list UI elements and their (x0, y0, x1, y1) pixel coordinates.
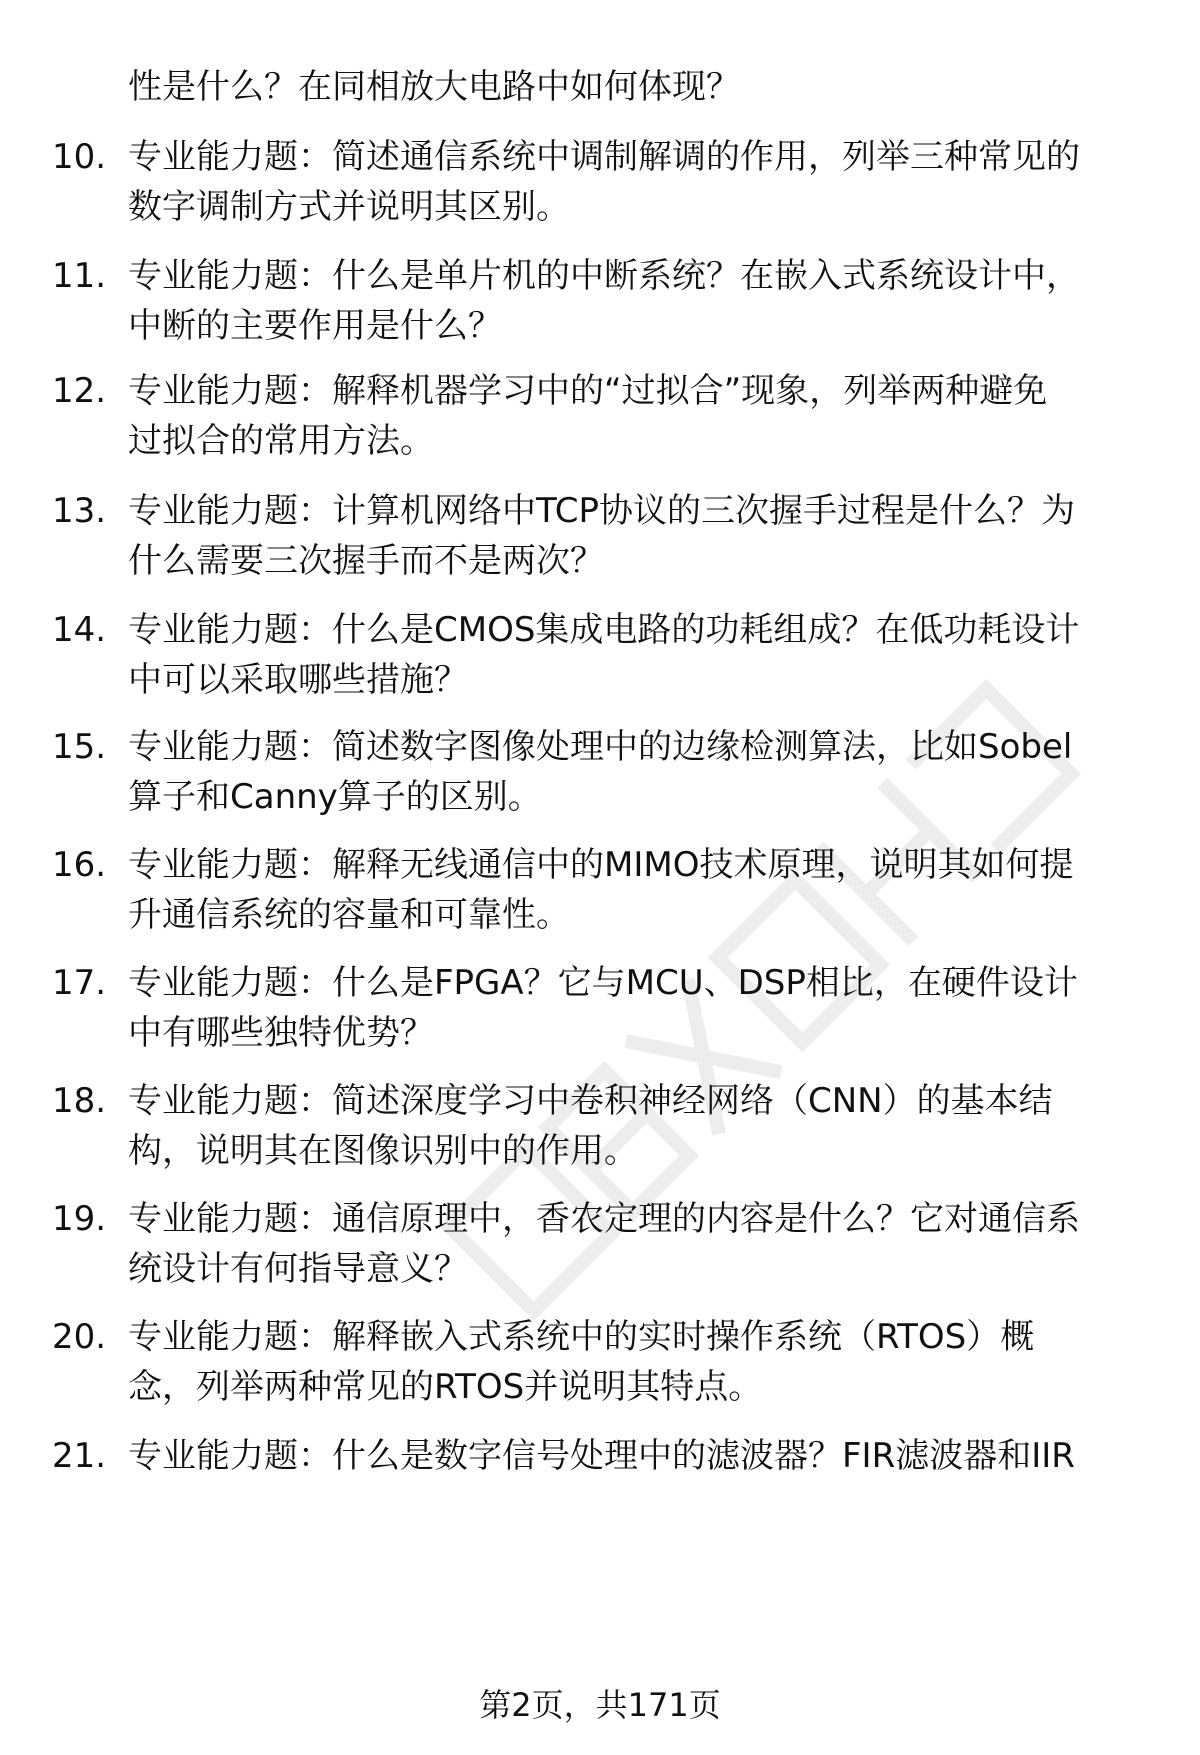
item-text (128, 1194, 1148, 1294)
item-number: 12. (52, 371, 107, 411)
item-text (128, 251, 1148, 351)
item-number: 19. (52, 1199, 107, 1239)
item-line: 数字调制方式并说明其区别。 (128, 187, 570, 227)
item-number: 15. (52, 727, 107, 767)
item-line: 什么需要三次握手而不是两次？ (128, 541, 604, 581)
item-line: 统设计有何指导意义？ (128, 1249, 468, 1289)
item-line: 专业能力题：什么是数字信号处理中的滤波器？FIR滤波器和IIR (128, 1436, 1075, 1476)
item-number: 18. (52, 1081, 107, 1121)
item-line: 专业能力题：什么是FPGA？它与MCU、DSP相比，在硬件设计 (128, 963, 1078, 1003)
item-line: 算子和Canny算子的区别。 (128, 777, 542, 817)
item-line: 专业能力题：什么是单片机的中断系统？在嵌入式系统设计中， (128, 256, 1080, 296)
item-line: 专业能力题：什么是CMOS集成电路的功耗组成？在低功耗设计 (128, 610, 1080, 650)
item-line: 专业能力题：解释嵌入式系统中的实时操作系统（RTOS）概 (128, 1317, 1035, 1357)
item-number: 17. (52, 963, 107, 1003)
item-text (128, 840, 1148, 940)
item-text (128, 1076, 1148, 1176)
item-number: 20. (52, 1317, 107, 1357)
item-line: 专业能力题：简述深度学习中卷积神经网络（CNN）的基本结 (128, 1081, 1053, 1121)
item-line: 过拟合的常用方法。 (128, 421, 434, 461)
item-number: 21. (52, 1436, 107, 1476)
item-text (128, 958, 1148, 1058)
item-line: 专业能力题：解释无线通信中的MIMO技术原理，说明其如何提 (128, 845, 1074, 885)
item-line: 中有哪些独特优势？ (128, 1013, 434, 1053)
item-number: 14. (52, 610, 107, 650)
item-number: 13. (52, 491, 107, 531)
item-line: 升通信系统的容量和可靠性。 (128, 895, 570, 935)
item-line: 念，列举两种常见的RTOS并说明其特点。 (128, 1367, 763, 1407)
item-line: 专业能力题：计算机网络中TCP协议的三次握手过程是什么？为 (128, 491, 1076, 531)
item-line: 中可以采取哪些措施？ (128, 660, 468, 700)
item-number: 10. (52, 137, 107, 177)
item-text (128, 366, 1148, 466)
item-text (128, 486, 1148, 586)
item-text (128, 722, 1148, 822)
item-line: 专业能力题：通信原理中，香农定理的内容是什么？它对通信系 (128, 1199, 1080, 1239)
item-text (128, 132, 1148, 232)
item-line: 构，说明其在图像识别中的作用。 (128, 1131, 638, 1171)
page-footer: 第2页，共171页 (479, 1686, 721, 1724)
item-line: 专业能力题：解释机器学习中的“过拟合”现象，列举两种避免 (128, 371, 1048, 411)
continuation-line: 性是什么？在同相放大电路中如何体现？ (128, 67, 740, 107)
item-text (128, 605, 1148, 705)
item-line: 专业能力题：简述数字图像处理中的边缘检测算法，比如Sobel (128, 727, 1073, 767)
item-number: 11. (52, 256, 107, 296)
item-line: 专业能力题：简述通信系统中调制解调的作用，列举三种常见的 (128, 137, 1080, 177)
item-text (128, 1312, 1148, 1412)
item-line: 中断的主要作用是什么？ (128, 306, 502, 346)
item-text (128, 1431, 1148, 1481)
item-number: 16. (52, 845, 107, 885)
